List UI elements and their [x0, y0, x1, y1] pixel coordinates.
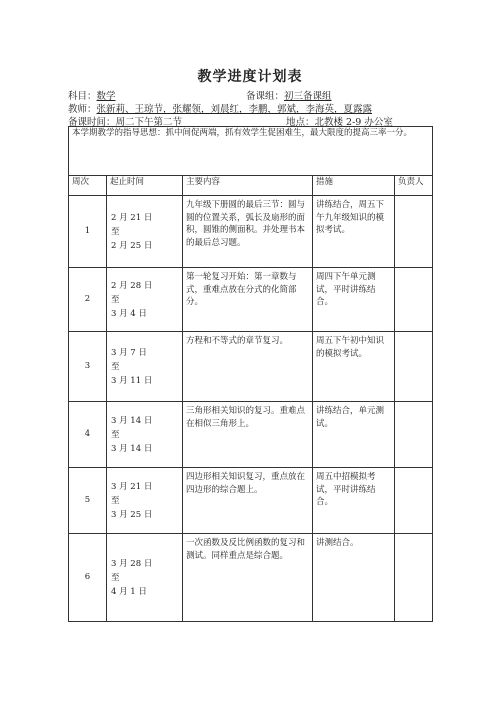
measures: 周五下午初中知识的模拟考试。	[313, 332, 395, 402]
end-date: 3 月 11 日	[111, 375, 153, 386]
table-row	[69, 468, 433, 534]
owner	[395, 196, 433, 268]
measures: 讲测结合。	[313, 534, 395, 622]
measures: 周五中招模拟考试，平时讲练结合。	[313, 468, 395, 534]
date-range	[107, 534, 183, 622]
week-number: 1	[69, 196, 107, 268]
main-content: 方程和不等式的章节复习。	[183, 332, 313, 402]
place-value: 北教楼 2-9 办公室	[314, 117, 393, 128]
teachers-value: 张新莉、王琼节，张耀领，刘晨红，李鹏，郭斌，李海英，夏露露	[96, 104, 373, 115]
end-date: 3 月 4 日	[111, 308, 147, 319]
week-number: 4	[69, 402, 107, 468]
end-date: 3 月 25 日	[111, 509, 153, 520]
header-week: 周次	[69, 176, 107, 196]
week-number: 6	[69, 534, 107, 622]
main-content: 第一轮复习开始：第一章数与式，重难点放在分式的化简部分。	[183, 268, 313, 332]
time-label: 备课时间：	[68, 117, 116, 128]
group-label: 备课组：	[246, 91, 285, 102]
guide-row	[69, 127, 433, 176]
main-content: 九年级下册圆的最后三节：圆与圆的位置关系，弧长及扇形的面积，圆锥的侧面积。并处理书本的最后总习题。	[183, 196, 313, 268]
date-range	[107, 468, 183, 534]
end-date: 2 月 25 日	[111, 240, 153, 251]
table-row	[69, 268, 433, 332]
schedule-table	[68, 126, 433, 622]
date-range	[107, 268, 183, 332]
header-row	[69, 176, 433, 196]
start-date: 2 月 28 日	[111, 280, 153, 291]
date-range	[107, 402, 183, 468]
date-separator: 至	[111, 429, 120, 440]
owner	[395, 332, 433, 402]
start-date: 3 月 14 日	[111, 415, 153, 426]
main-content: 三角形相关知识的复习。重难点在相似三角形上。	[183, 402, 313, 468]
header-owner: 负责人	[395, 176, 433, 196]
table-row	[69, 332, 433, 402]
group-line	[246, 88, 332, 102]
place-label: 地点：	[286, 117, 315, 128]
start-date: 3 月 21 日	[111, 481, 153, 492]
end-date: 4 月 1 日	[111, 586, 147, 597]
date-separator: 至	[111, 294, 120, 305]
header-measures: 措施	[313, 176, 395, 196]
date-range	[107, 196, 183, 268]
owner	[395, 268, 433, 332]
page-title: 教学进度计划表	[197, 69, 303, 85]
week-number: 3	[69, 332, 107, 402]
measures: 讲练结合，单元测试。	[313, 402, 395, 468]
measures: 讲练结合，周五下午九年级知识的模拟考试。	[313, 196, 395, 268]
date-range	[107, 332, 183, 402]
main-content: 一次函数及反比例函数的复习和测试。同样重点是综合题。	[183, 534, 313, 622]
date-separator: 至	[111, 361, 120, 372]
group-value: 初三备课组	[284, 91, 332, 102]
main-content: 四边形相关知识复习，重点放在四边形的综合题上。	[183, 468, 313, 534]
table-row	[69, 534, 433, 622]
header-content: 主要内容	[183, 176, 313, 196]
teachers-line	[68, 101, 372, 115]
subject-label: 科目：	[68, 91, 97, 102]
date-separator: 至	[111, 495, 120, 506]
table-row	[69, 196, 433, 268]
time-value: 周二下午第二节	[115, 117, 183, 128]
owner	[395, 468, 433, 534]
header-dates: 起止时间	[107, 176, 183, 196]
subject-line	[68, 88, 116, 102]
owner	[395, 534, 433, 622]
week-number: 2	[69, 268, 107, 332]
subject-value: 数学	[96, 91, 116, 102]
start-date: 3 月 28 日	[111, 558, 153, 569]
end-date: 3 月 14 日	[111, 443, 153, 454]
teachers-label: 教师：	[68, 104, 97, 115]
start-date: 3 月 7 日	[111, 347, 147, 358]
date-separator: 至	[111, 226, 120, 237]
week-number: 5	[69, 468, 107, 534]
start-date: 2 月 21 日	[111, 212, 153, 223]
table-row	[69, 402, 433, 468]
measures: 周四下午单元测试，平时讲练结合。	[313, 268, 395, 332]
date-separator: 至	[111, 572, 120, 583]
guiding-principle: 本学期教学的指导思想：抓中间促两端，抓有效学生促困难生，最大限度的提高三率一分。	[69, 127, 433, 176]
owner	[395, 402, 433, 468]
